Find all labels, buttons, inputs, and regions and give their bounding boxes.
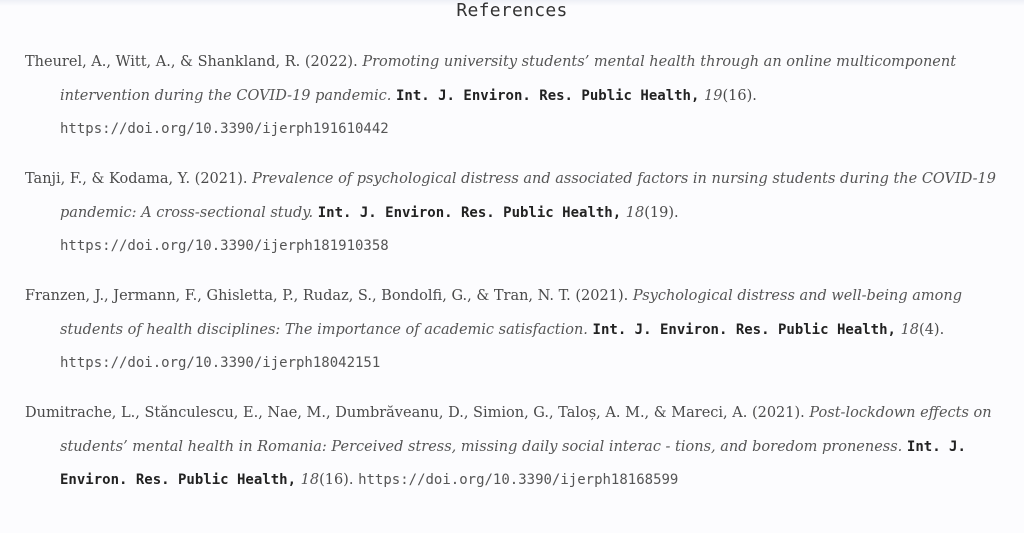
reference-journal: Int. J. Environ. Res. Public Health, <box>395 87 700 104</box>
reference-journal: Int. J. Environ. Res. Public Health, <box>592 321 896 338</box>
reference-doi-link[interactable]: https://doi.org/10.3390/ijerph181910358 <box>60 238 389 254</box>
reference-entry <box>25 397 1005 498</box>
reference-authors: Franzen, J., Jermann, F., Ghisletta, P., Rudaz, S., Bondolfi, G., & Tran, N. T. (2021). <box>25 288 629 304</box>
reference-entry <box>25 163 1005 264</box>
reference-volume: 18 <box>625 204 645 221</box>
reference-authors: Dumitrache, L., Stănculescu, E., Nae, M., Dumbrăveanu, D., Simion, G., Taloș, A. M., & Mareci, A. (2021). <box>25 405 805 421</box>
reference-doi-link[interactable]: https://doi.org/10.3390/ijerph191610442 <box>60 121 389 137</box>
reference-entry <box>25 280 1005 381</box>
reference-journal: Int. J. Environ. Res. Public Health, <box>317 204 622 221</box>
reference-title: Promoting university students’ mental health through an online multicomponent intervention during the COVID-19 pandemic. <box>60 54 957 104</box>
reference-authors: Tanji, F., & Kodama, Y. (2021). <box>25 171 248 187</box>
references-heading: References <box>456 0 568 21</box>
reference-doi-link[interactable]: https://doi.org/10.3390/ijerph18042151 <box>60 355 381 371</box>
reference-volume: 19 <box>704 87 723 104</box>
reference-issue: (4). <box>919 321 945 338</box>
reference-volume: 18 <box>900 321 920 338</box>
reference-doi-link[interactable]: https://doi.org/10.3390/ijerph18168599 <box>358 472 679 488</box>
reference-title: Prevalence of psychological distress and associated factors in nursing students during the COVID-19 pandemic: A cross-sectional study. <box>60 171 997 221</box>
reference-list <box>25 46 1005 514</box>
reference-entry <box>25 46 1005 147</box>
reference-journal: Int. J. Environ. Res. Public Health, <box>60 438 966 488</box>
reference-issue: (19). <box>644 204 679 221</box>
reference-volume: 18 <box>300 472 320 488</box>
reference-title: Psychological distress and well-being among students of health disciplines: The importance of academic satisfaction. <box>60 288 963 338</box>
reference-title: Post-lockdown effects on students’ mental health in Romania: Perceived stress, missing daily social interac - tions, and boredom proneness. <box>60 405 992 455</box>
reference-authors: Theurel, A., Witt, A., & Shankland, R. (2022). <box>25 54 358 70</box>
reference-issue: (16). <box>722 87 757 104</box>
reference-issue: (16). <box>319 472 354 488</box>
